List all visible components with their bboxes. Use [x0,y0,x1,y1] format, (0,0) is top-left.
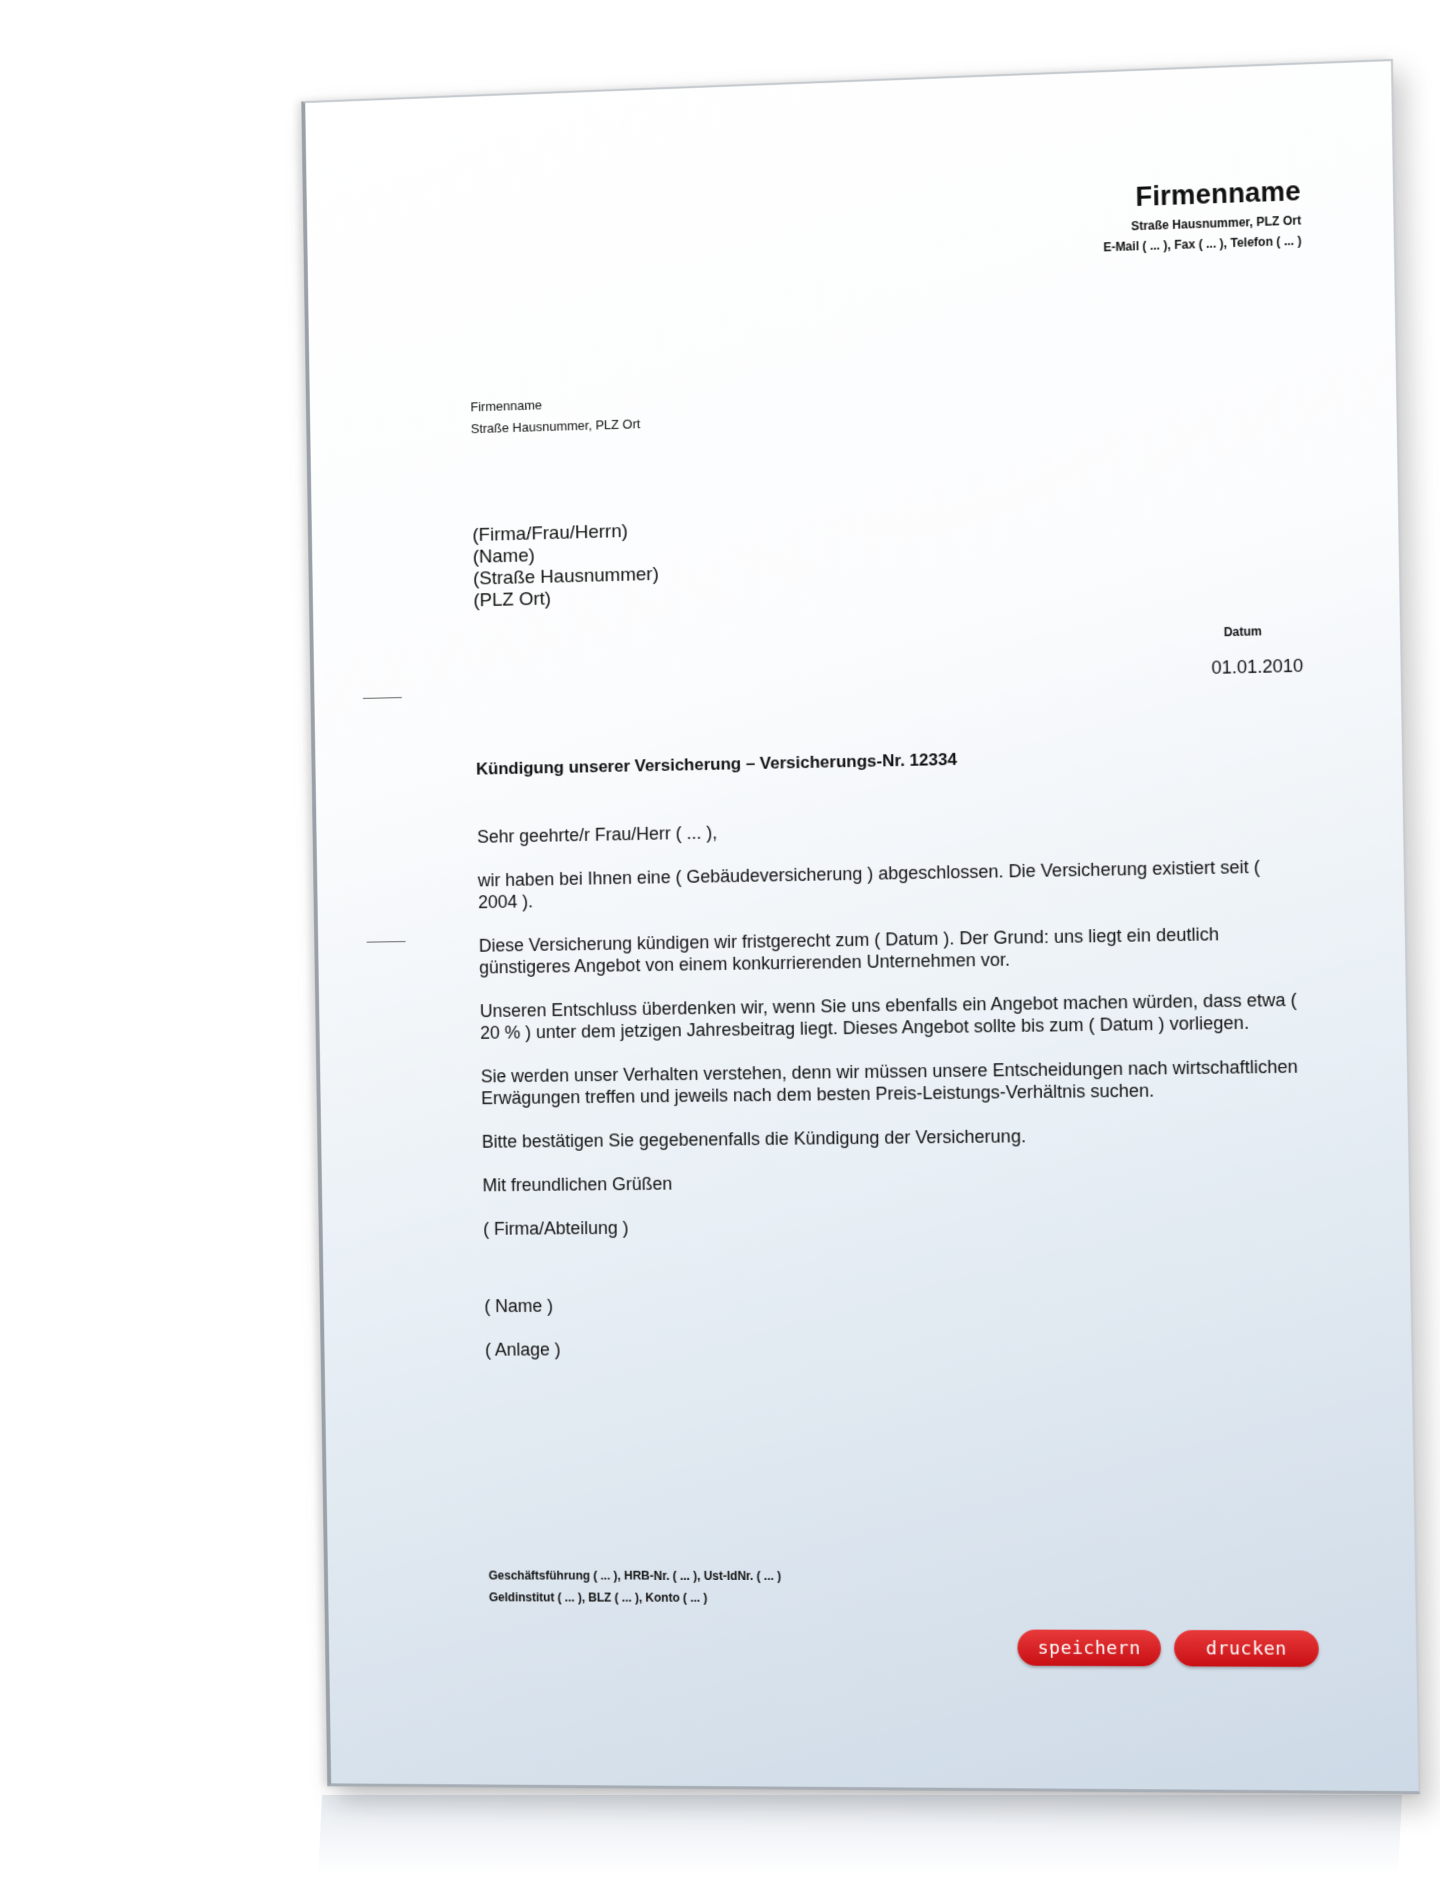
body-paragraph-1: wir haben bei Ihnen eine ( Gebäudeversicherung ) abgeschlossen. Die Versicherung existiert seit ( 2004 ). [477,856,1261,913]
closing: Mit freundlichen Grüßen [482,1173,673,1196]
sender-company-name: Firmenname [1135,175,1302,213]
salutation: Sehr geehrte/r Frau/Herr ( ... ), [476,822,718,847]
recipient-address [472,520,659,612]
sender-contact: E-Mail ( ... ), Fax ( ... ), Telefon ( ... ) [1103,233,1302,255]
body-paragraph-3: Unseren Entschluss überdenken wir, wenn Sie uns ebenfalls ein Angebot machen würden, dass etwa ( 20 % ) unter dem jetzigen Jahresbeitrag liegt. Dieses Angebot sollte bis zum ( Datum ) vorliegen. [479,989,1297,1043]
body-paragraph-2: Diese Versicherung kündigen wir fristgerecht zum ( Datum ). Der Grund: uns liegt ein deutlich günstigeres Angebot von einem konkurrierenden Unternehmen vor. [478,924,1220,978]
letter-document [301,59,1420,1794]
letter-footer [488,1565,781,1609]
recipient-line-4: (PLZ Ort) [473,588,552,612]
return-address-street: Straße Hausnummer, PLZ Ort [470,416,641,437]
print-button[interactable]: drucken [1174,1630,1319,1667]
body-paragraph-4: Sie werden unser Verhalten verstehen, denn wir müssen unsere Entscheidungen nach wirtschaftlichen Erwägungen treffen und jeweils nach dem besten Preis-Leistungs-Verhältnis suchen. [480,1056,1298,1109]
return-address [470,391,640,440]
sender-block [1102,176,1301,255]
recipient-line-1: (Firma/Frau/Herrn) [472,521,629,547]
footer-line-2: Geldinstitut ( ... ), BLZ ( ... ), Konto ( ... ) [488,1590,708,1605]
date-value: 01.01.2010 [1211,655,1304,678]
letter-body [477,811,1305,1383]
date-label: Datum [1223,624,1262,640]
footer-line-1: Geschäftsführung ( ... ), HRB-Nr. ( ... ), Ust-IdNr. ( ... ) [488,1568,782,1583]
save-button[interactable]: speichern [1017,1630,1161,1667]
recipient-line-3: (Straße Hausnummer) [472,563,659,590]
signer-name: ( Name ) [484,1295,554,1317]
recipient-line-2: (Name) [472,545,535,568]
body-paragraph-5: Bitte bestätigen Sie gegebenenfalls die Kündigung der Versicherung. [481,1126,1027,1152]
letter-page [301,59,1420,1794]
letter-subject: Kündigung unserer Versicherung – Versicherungs-Nr. 12334 [475,749,958,779]
sender-address: Straße Hausnummer, PLZ Ort [1130,213,1302,234]
department: ( Firma/Abteilung ) [483,1217,629,1239]
attachment: ( Anlage ) [484,1339,561,1360]
page-reflection [318,1795,1402,1875]
return-address-name: Firmenname [470,397,543,415]
fold-mark-top [363,697,402,699]
fold-mark-middle [367,941,406,943]
